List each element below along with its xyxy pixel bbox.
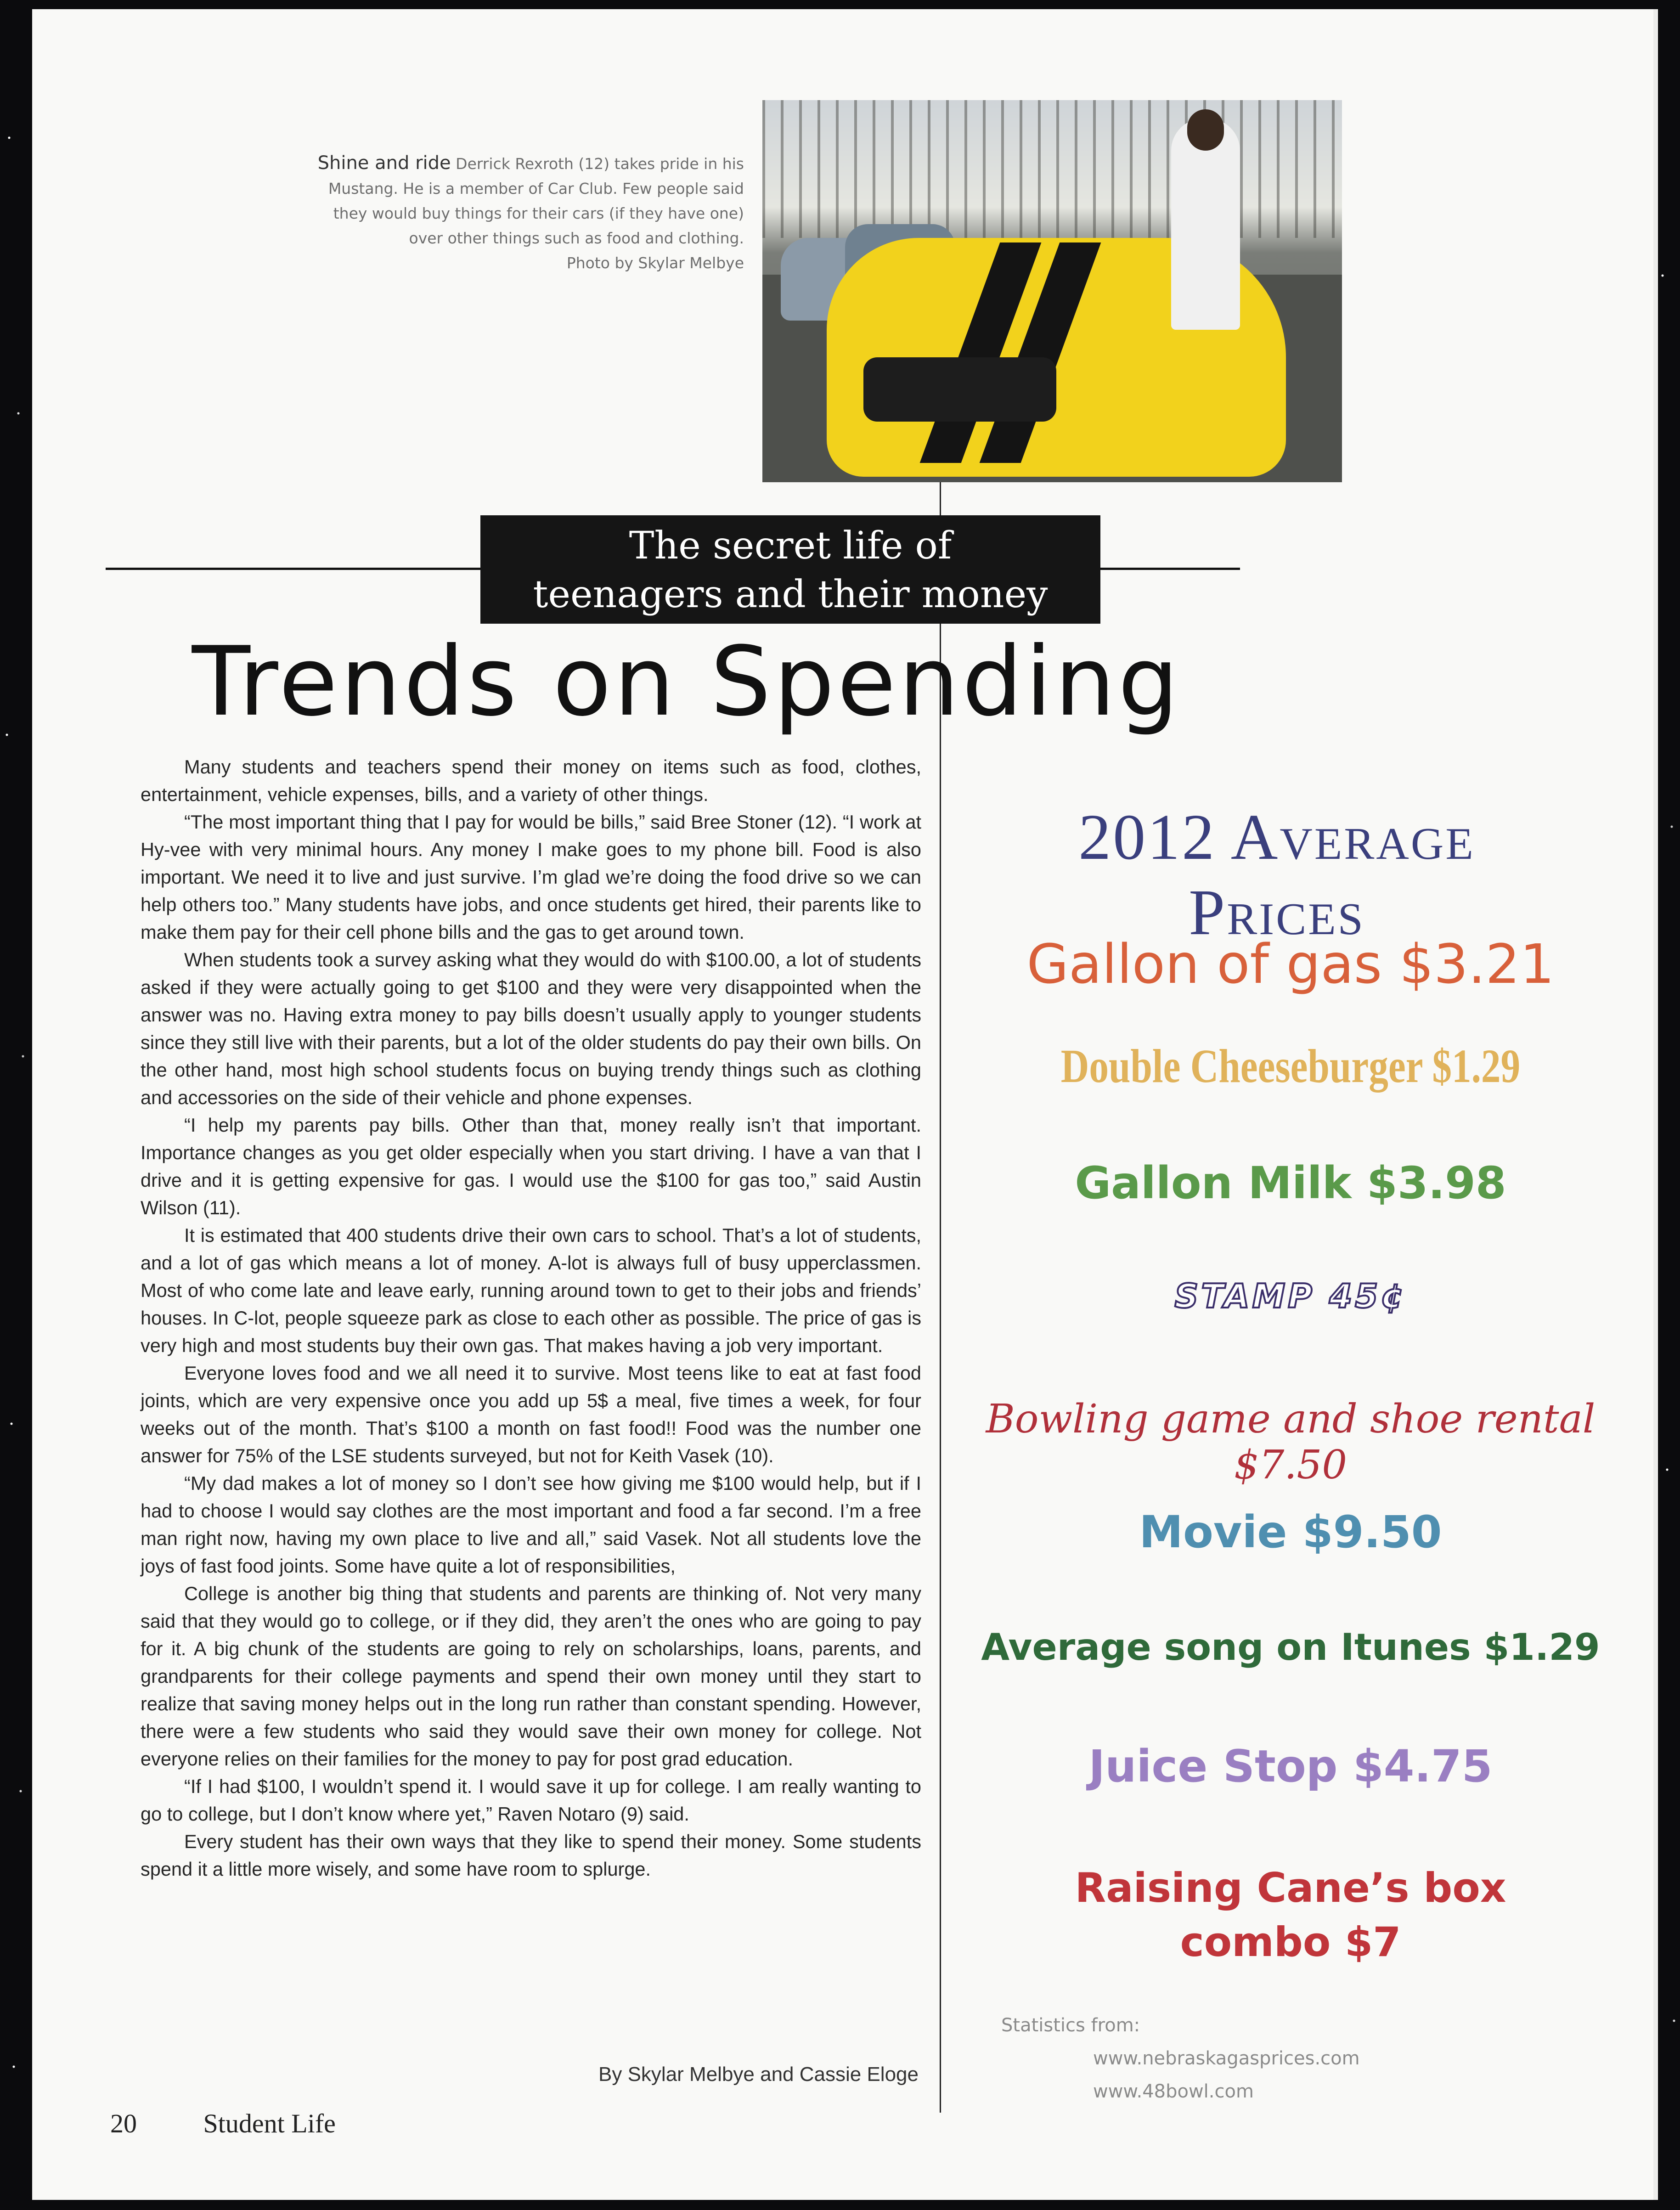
article-paragraph: It is estimated that 400 students drive their own cars to school. That’s a lot of students, and a lot of gas which means a lot of money. A-lot is always full of busy upperclassmen. Most of who come late and leave early, running around town to get to their jobs and friends’ houses. In C-lot, people squeeze park as close to each other as possible. The price of gas is very high and most students buy their own gas. That makes having a job very important.: [141, 1224, 921, 1356]
statistics-sources: [1001, 2009, 1360, 2108]
mustang-photo: [762, 100, 1342, 482]
article-paragraph: “If I had $100, I wouldn’t spend it. I would save it up for college. I am really wanting to go to college, but I don’t know where yet,” Raven Notaro (9) said.: [141, 1776, 921, 1825]
byline: By Skylar Melbye and Cassie Eloge: [598, 2063, 919, 2086]
photo-car-grille: [863, 357, 1056, 422]
price-gas: Gallon of gas $3.21: [1026, 932, 1555, 996]
stats-label: Statistics from:: [1001, 2015, 1140, 2036]
page-crease: [1653, 9, 1657, 2200]
article-paragraph: Many students and teachers spend their money on items such as food, clothes, entertainment, vehicle expenses, bills, and a variety of other things.: [141, 756, 921, 805]
article-paragraph: Every student has their own ways that they like to spend their money. Some students spend it a little more wisely, and some have room to splurge.: [141, 1831, 921, 1880]
price-movie: Movie $9.50: [1139, 1506, 1442, 1558]
article-paragraph: Everyone loves food and we all need it to survive. Most teens like to eat at fast food joints, which are very expensive once you add up 5$ a meal, five times a week, for four weeks out of the month. That’s $100 a month on fast food!! Food was the number one answer for 75% of the LSE students surveyed, but not for Keith Vasek (10).: [141, 1362, 921, 1466]
price-cheeseburger: Double Cheeseburger $1.29: [1060, 1040, 1521, 1093]
price-milk: Gallon Milk $3.98: [1075, 1157, 1506, 1209]
headline: Trends on Spending: [192, 626, 1182, 738]
banner-rule-left: [106, 568, 482, 570]
banner-line-2: teenagers and their money: [533, 573, 1048, 616]
photo-caption: [303, 151, 744, 276]
photo-credit: Photo by Skylar Melbye: [566, 254, 744, 272]
page-number: 20: [110, 2109, 137, 2138]
stats-source-link: www.nebraskagasprices.com: [1093, 2048, 1360, 2069]
article-body: [141, 753, 921, 1883]
price-bowling: Bowling game and shoe rental $7.50: [986, 1396, 1595, 1488]
article-paragraph: College is another big thing that students and parents are thinking of. Not very many said that they would go to college, or if they did, they aren’t the ones who are going to pay for it. A big chunk of the students are going to rely on scholarships, loans, parents, and grandparents for their college payments and spend their own money until they start to realize that saving money helps out in the long run rather than constant spending. However, there were a few students who said they would save their own money for college. Not everyone relies on their families for the money to pay for post grad education.: [141, 1583, 921, 1770]
price-juice-stop: Juice Stop $4.75: [1088, 1741, 1493, 1792]
article-paragraph: “I help my parents pay bills. Other than that, money really isn’t that important. Importance changes as you get older especially when you start driving. I have a van that I drive and it is getting expensive for gas. I would use the $100 for gas too,” said Austin Wilson (11).: [141, 1114, 921, 1218]
price-itunes-song: Average song on Itunes $1.29: [981, 1626, 1600, 1669]
page-footer: [110, 2108, 336, 2139]
stats-source-link: www.48bowl.com: [1093, 2081, 1254, 2102]
price-raising-canes: Raising Cane’s box combo $7: [1075, 1864, 1506, 1966]
banner-line-1: The secret life of: [629, 524, 952, 568]
caption-lead: Shine and ride: [317, 152, 451, 174]
banner-rule-right: [1098, 568, 1240, 570]
article-paragraph: “My dad makes a lot of money so I don’t see how giving me $100 would help, but if I had to choose I would say clothes are the most important and food a far second. I’m a free man right now, having my own place to live and all,” said Vasek. Not all students love the joys of fast food joints. Some have quite a lot of responsibilities,: [141, 1472, 921, 1577]
article-paragraph: When students took a survey asking what they would do with $100.00, a lot of students asked if they were actually going to get $100 and they were very disappointed when the answer was no. Having extra money to pay bills doesn’t usually apply to younger students since they still live with their parents, but a lot of the older students do pay their own bills. On the other hand, most high school students focus on buying trendy things such as clothing and accessories on the side of their vehicle and phone expenses.: [141, 949, 921, 1108]
caption-text: Derrick Rexroth (12) takes pride in his Mustang. He is a member of Car Club. Few people said they would buy things for their cars (if they have one) over other things such as food and clothing.: [328, 155, 744, 247]
section-name: Student Life: [203, 2109, 336, 2138]
prices-title: 2012 Average Prices: [1078, 801, 1475, 948]
kicker-banner: [480, 515, 1100, 624]
price-stamp: STAMP 45¢: [1174, 1277, 1407, 1315]
photo-trees: [762, 100, 1342, 238]
article-paragraph: “The most important thing that I pay for would be bills,” said Bree Stoner (12). “I work at Hy-vee with very minimal hours. Any money I make goes to my phone bill. Food is also important. We need it to live and just survive. I’m glad we’re doing the food drive so we can help others too.” Many students have jobs, and once students get hired, their parents like to make them pay for their cell phone bills and the gas to get around town.: [141, 811, 921, 943]
photo-student-head: [1187, 109, 1224, 151]
